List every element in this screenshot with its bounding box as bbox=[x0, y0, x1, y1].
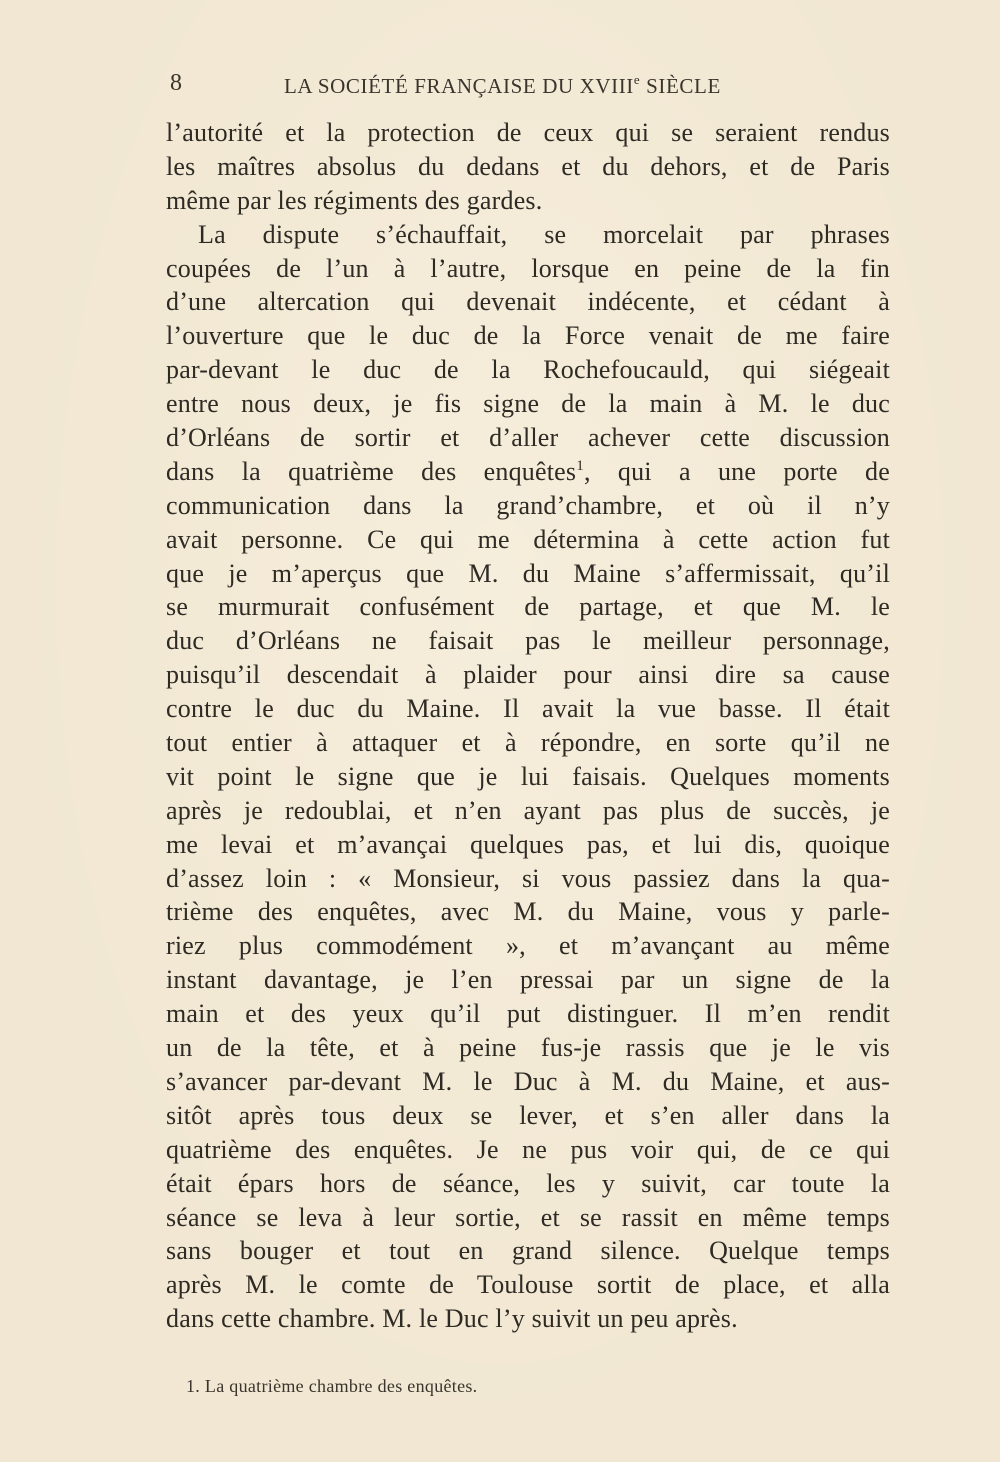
text-line: trième des enquêtes, avec M. du Maine, vous y parle- bbox=[166, 897, 890, 927]
text-line: avait personne. Ce qui me détermina à cette action fut bbox=[166, 524, 890, 554]
text-segment: , qui a une porte de bbox=[583, 456, 890, 486]
text-line: communication dans la grand’chambre, et où il n’y bbox=[166, 490, 890, 520]
text-line: sitôt après tous deux se lever, et s’en aller dans la bbox=[166, 1100, 890, 1130]
text-line: me levai et m’avançai quelques pas, et lui dis, quoique bbox=[166, 829, 890, 859]
text-line: entre nous deux, je fis signe de la main à M. le duc bbox=[166, 389, 890, 419]
text-line: contre le duc du Maine. Il avait la vue basse. Il était bbox=[166, 694, 890, 724]
text-line: instant davantage, je l’en pressai par un signe de la bbox=[166, 965, 890, 995]
text-line: main et des yeux qu’il put distinguer. Il m’en rendit bbox=[166, 999, 890, 1029]
text-line: que je m’aperçus que M. du Maine s’affermissait, qu’il bbox=[166, 558, 890, 588]
text-line: tout entier à attaquer et à répondre, en sorte qu’il ne bbox=[166, 728, 890, 758]
text-line: les maîtres absolus du dedans et du dehors, et de Paris bbox=[166, 151, 890, 181]
running-title-superscript: e bbox=[633, 72, 641, 87]
text-line: s’avancer par-devant M. le Duc à M. du Maine, et aus- bbox=[166, 1066, 890, 1096]
text-line: sans bouger et tout en grand silence. Quelque temps bbox=[166, 1236, 890, 1266]
text-line: était épars hors de séance, les y suivit, car toute la bbox=[166, 1168, 890, 1198]
text-line: l’ouverture que le duc de la Force venait de me faire bbox=[166, 321, 890, 351]
text-line: après je redoublai, et n’en ayant pas plus de succès, je bbox=[166, 795, 890, 825]
text-line: même par les régiments des gardes. bbox=[166, 185, 543, 215]
text-line: après M. le comte de Toulouse sortit de place, et alla bbox=[166, 1270, 890, 1300]
text-line: quatrième des enquêtes. Je ne pus voir qui, de ce qui bbox=[166, 1134, 890, 1164]
text-line-with-footnote-ref bbox=[166, 455, 890, 489]
running-title-main: LA SOCIÉTÉ FRANÇAISE DU XVIII bbox=[284, 74, 634, 98]
text-line: se murmurait confusément de partage, et que M. le bbox=[166, 592, 890, 622]
running-head bbox=[170, 66, 890, 106]
body-text bbox=[166, 116, 890, 1336]
text-line: puisqu’il descendait à plaider pour ainsi dire sa cause bbox=[166, 660, 890, 690]
text-line: séance se leva à leur sortie, et se rassit en même temps bbox=[166, 1202, 890, 1232]
text-line: d’assez loin : « Monsieur, si vous passiez dans la qua- bbox=[166, 863, 890, 893]
text-line: vit point le signe que je lui faisais. Quelques moments bbox=[166, 761, 890, 791]
page-number: 8 bbox=[170, 70, 183, 96]
text-line: d’Orléans de sortir et d’aller achever cette discussion bbox=[166, 423, 890, 453]
text-line: l’autorité et la protection de ceux qui se seraient rendus bbox=[166, 118, 890, 147]
running-title-suffix: SIÈCLE bbox=[640, 74, 721, 98]
text-line: d’une altercation qui devenait indécente, et cédant à bbox=[166, 287, 890, 317]
footnote-reference: 1 bbox=[576, 457, 584, 474]
paragraph-first-line: La dispute s’échauffait, se morcelait par phrases bbox=[198, 219, 890, 249]
text-line: un de la tête, et à peine fus-je rassis que je le vis bbox=[166, 1033, 890, 1063]
text-line: riez plus commodément », et m’avançant au même bbox=[166, 931, 890, 961]
running-title bbox=[284, 72, 721, 99]
text-line: dans cette chambre. M. le Duc l’y suivit un peu après. bbox=[166, 1304, 738, 1334]
text-segment: dans la quatrième des enquêtes bbox=[166, 456, 577, 486]
footnote: 1. La quatrième chambre des enquêtes. bbox=[186, 1376, 478, 1396]
text-line: par-devant le duc de la Rochefoucauld, qui siégeait bbox=[166, 355, 890, 385]
text-line: coupées de l’un à l’autre, lorsque en peine de la fin bbox=[166, 253, 890, 283]
text-line: duc d’Orléans ne faisait pas le meilleur personnage, bbox=[166, 626, 890, 656]
